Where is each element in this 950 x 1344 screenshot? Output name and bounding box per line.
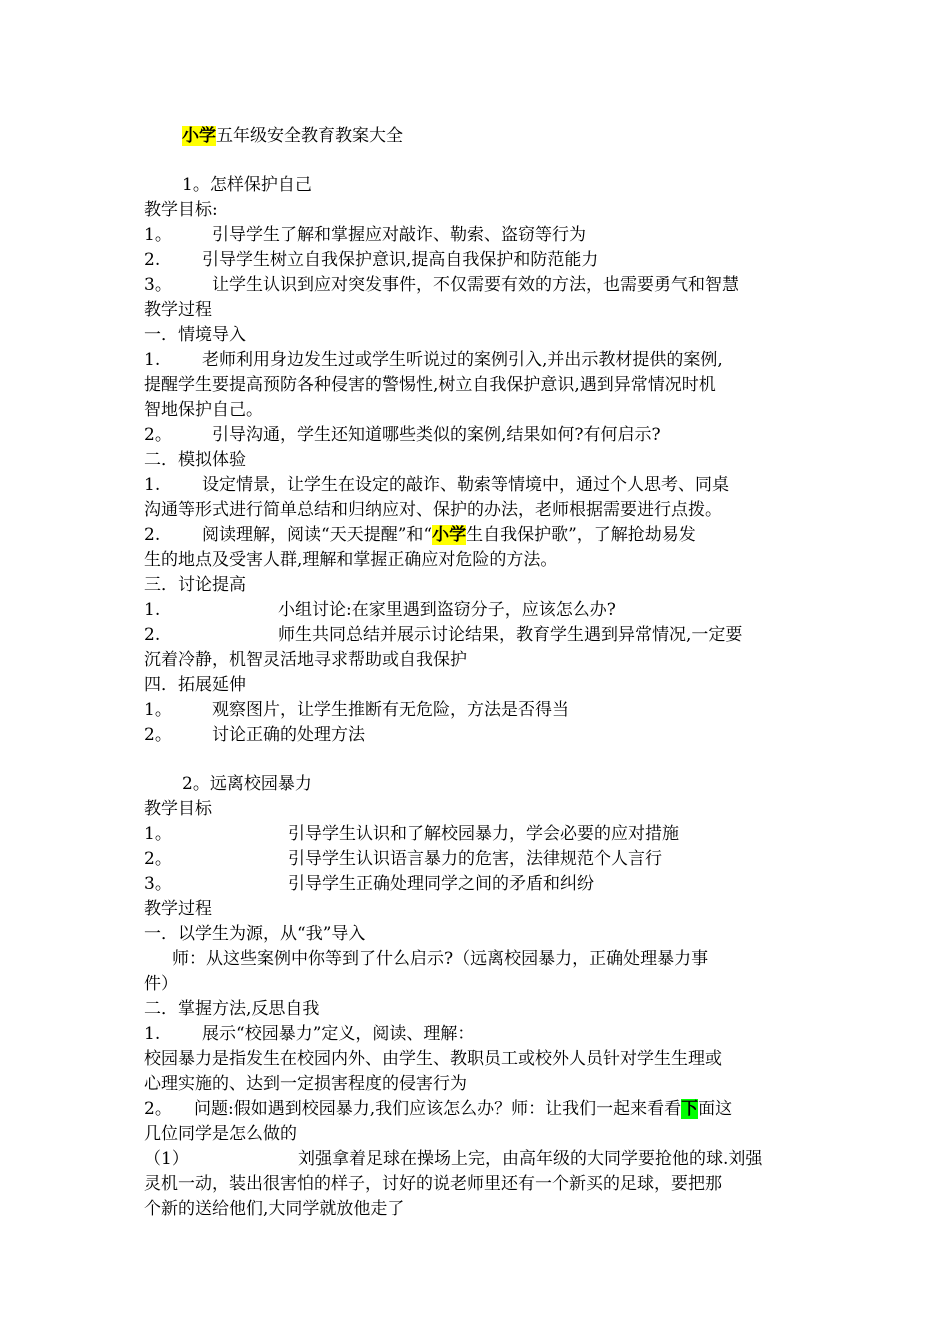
subsection-title: 二．掌握方法,反思自我 [144,999,320,1019]
process-label: 教学过程 [144,899,212,919]
list-item: 1. 小组讨论:在家里遇到盗窃分子，应该怎么办? [144,600,616,620]
highlighted-text: 小学 [182,126,216,146]
list-item: 2。 引导沟通，学生还知道哪些类似的案例,结果如何?有何启示? [144,425,661,445]
document-title: 小学五年级安全教育教案大全 [182,126,403,146]
list-item: 1。 观察图片，让学生推断有无危险，方法是否得当 [144,700,569,720]
list-item: 2。 问题:假如遇到校园暴力,我们应该怎么办？师：让我们一起来看看下面这 [144,1099,733,1119]
list-item: 2. 师生共同总结并展示讨论结果，教育学生遇到异常情况,一定要 [144,625,743,645]
goals-label: 教学目标: [144,200,218,220]
paragraph-line: 心理实施的、达到一定损害程度的侵害行为 [144,1074,467,1094]
subsection-title: 二．模拟体验 [144,450,246,470]
list-item: 2。 引导学生认识语言暴力的危害，法律规范个人言行 [144,849,662,869]
list-item: （1） 刘强拿着足球在操场上完，由高年级的大同学要抢他的球.刘强 [144,1149,763,1169]
section-heading: 2。远离校园暴力 [182,774,312,794]
paragraph-line: 沉着冷静，机智灵活地寻求帮助或自我保护 [144,650,467,670]
highlighted-text: 小学 [432,525,467,545]
goals-label: 教学目标 [144,799,212,819]
paragraph-line: 校园暴力是指发生在校园内外、由学生、教职员工或校外人员针对学生生理或 [144,1049,722,1069]
paragraph-line: 生的地点及受害人群,理解和掌握正确应对危险的方法。 [144,550,558,570]
paragraph-line: 师：从这些案例中你等到了什么启示?（远离校园暴力，正确处理暴力事 [172,949,709,969]
subsection-title: 一．情境导入 [144,325,246,345]
list-item: 2. 引导学生树立自我保护意识,提高自我保护和防范能力 [144,250,599,270]
list-item: 1. 展示“校园暴力”定义，阅读、理解： [144,1024,475,1044]
paragraph-line: 沟通等形式进行简单总结和归纳应对、保护的办法，老师根据需要进行点拨。 [144,500,722,520]
list-item: 3。 让学生认识到应对突发事件，不仅需要有效的方法，也需要勇气和智慧 [144,275,739,295]
list-item: 3。 引导学生正确处理同学之间的矛盾和纠纷 [144,874,594,894]
list-item: 2. 阅读理解，阅读“天天提醒”和“小学生自我保护歌”，了解抢劫易发 [144,525,696,545]
paragraph-line: 个新的送给他们,大同学就放他走了 [144,1199,405,1219]
list-item: 1。 引导学生认识和了解校园暴力，学会必要的应对措施 [144,824,679,844]
list-item: 1。 引导学生了解和掌握应对敲诈、勒索、盗窃等行为 [144,225,586,245]
list-item: 2。 讨论正确的处理方法 [144,725,365,745]
subsection-title: 三．讨论提高 [144,575,246,595]
process-label: 教学过程 [144,300,212,320]
paragraph-line: 智地保护自己。 [144,400,263,420]
paragraph-line: 几位同学是怎么做的 [144,1124,297,1144]
paragraph-line: 件） [144,974,178,994]
list-item: 1. 老师利用身边发生过或学生听说过的案例引入,并出示教材提供的案例, [144,350,723,370]
paragraph-line: 提醒学生要提高预防各种侵害的警惕性,树立自我保护意识,遇到异常情况时机 [144,375,716,395]
section-heading: 1。怎样保护自己 [182,175,312,195]
subsection-title: 一．以学生为源，从“我”导入 [144,924,366,944]
highlighted-text: 下 [681,1099,699,1119]
paragraph-line: 灵机一动，装出很害怕的样子，讨好的说老师里还有一个新买的足球，要把那 [144,1174,722,1194]
list-item: 1. 设定情景，让学生在设定的敲诈、勒索等情境中，通过个人思考、同桌 [144,475,729,495]
subsection-title: 四．拓展延伸 [144,675,246,695]
